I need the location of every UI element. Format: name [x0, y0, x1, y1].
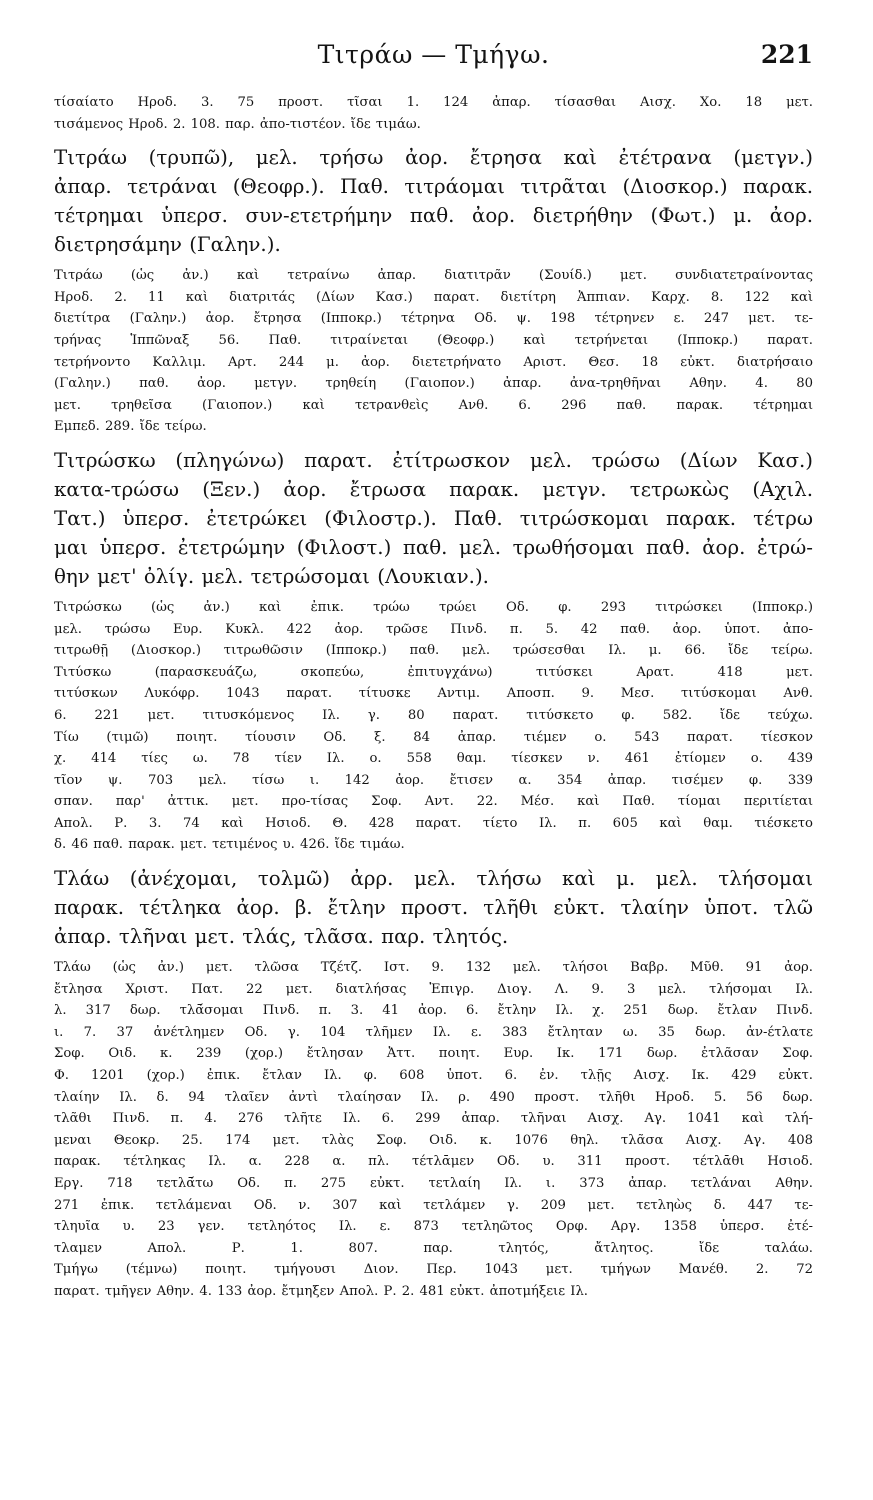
- citation-block: [54, 957, 813, 1303]
- text-line: θην μετ' ὀλίγ. μελ. τετρώσομαι (Λουκιαν.).: [54, 564, 489, 588]
- lemma-entry: [54, 143, 813, 259]
- text-line: Τιτρώσκω (ὡς ἀν.) καὶ ἐπικ. τρώω τρώει Οδ. φ. 293 τιτρώσκει (Ιπποκρ.): [54, 599, 813, 615]
- citation-block: [54, 265, 813, 438]
- text-line: τέτρημαι ὑπερσ. συν-ετετρήμην παθ. ἀορ. διετρήθην (Φωτ.) μ. ἀορ.: [54, 204, 813, 228]
- text-line: Τιτράω (ὡς ἀν.) καὶ τετραίνω ἀπαρ. διατιτρᾶν (Σουίδ.) μετ. συνδιατετραίνοντας: [54, 268, 813, 284]
- text-line: τλᾶθι Πινδ. π. 4. 276 τλῆτε Ιλ. 6. 299 ἀπαρ. τλῆναι Αισχ. Αγ. 1041 καὶ τλή-: [54, 1111, 813, 1127]
- text-line: Εμπεδ. 289. ἴδε τείρω.: [54, 419, 207, 435]
- text-line: μαι ὑπερσ. ἐτετρώμην (Φιλοστ.) παθ. μελ. τρωθήσομαι παθ. ἀορ. ἐτρώ-: [54, 535, 813, 559]
- text-line: παρατ. τμῆγεν Αθην. 4. 133 ἀορ. ἔτμηξεν Απολ. Ρ. 2. 481 εὐκτ. ἀποτμήξειε Ιλ.: [54, 1283, 588, 1299]
- text-line: τισάμενος Ηροδ. 2. 108. παρ. ἀπο-τιστέον. ἴδε τιμάω.: [54, 116, 421, 132]
- text-line: 6. 221 μετ. τιτυσκόμενος Ιλ. γ. 80 παρατ. τιτύσκετο φ. 582. ἴδε τεύχω.: [54, 707, 813, 723]
- text-line: Τίω (τιμῶ) ποιητ. τίουσιν Οδ. ξ. 84 ἀπαρ. τιέμεν ο. 543 παρατ. τίεσκον: [54, 729, 813, 745]
- text-line: ἀπαρ. τετράναι (Θεοφρ.). Παθ. τιτράομαι τιτρᾶται (Διοσκορ.) παρακ.: [54, 175, 813, 199]
- lemma-entry: [54, 864, 813, 951]
- text-line: Τιτρώσκω (πληγώνω) παρατ. ἐτίτρωσκον μελ. τρώσω (Δίων Κασ.): [54, 448, 813, 472]
- text-line: μεναι Θεοκρ. 25. 174 μετ. τλὰς Σοφ. Οιδ. κ. 1076 θηλ. τλᾶσα Αισχ. Αγ. 408: [54, 1132, 813, 1148]
- text-line: ι. 7. 37 ἀνέτλημεν Οδ. γ. 104 τλῆμεν Ιλ. ε. 383 ἔτληταν ω. 35 δωρ. ἀν-έτλατε: [54, 1024, 813, 1040]
- text-line: μελ. τρώσω Ευρ. Κυκλ. 422 ἀορ. τρῶσε Πινδ. π. 5. 42 παθ. ἀορ. ὑποτ. ἀπο-: [54, 621, 813, 637]
- text-line: ἀπαρ. τλῆναι μετ. τλάς, τλᾶσα. παρ. τλητός.: [54, 925, 509, 949]
- text-line: τετρήνοντο Καλλιμ. Αρτ. 244 μ. ἀορ. διετετρήνατο Αριστ. Θεσ. 18 εὐκτ. διατρήσαιο: [54, 354, 813, 370]
- text-line: μετ. τρηθεῖσα (Γαιοπον.) καὶ τετρανθεὶς Ανθ. 6. 296 παθ. παρακ. τέτρημαι: [54, 397, 813, 413]
- page-number: 221: [760, 40, 813, 69]
- text-line: παρακ. τέτληκα ἀορ. β. ἔτλην προστ. τλῆθι εὐκτ. τλαίην ὑποτ. τλῶ: [54, 896, 813, 920]
- dictionary-body: [54, 92, 813, 1303]
- text-line: Σοφ. Οιδ. κ. 239 (χορ.) ἔτλησαν Ἀττ. ποιητ. Ευρ. Ικ. 171 δωρ. ἐτλᾶσαν Σοφ.: [54, 1046, 813, 1062]
- text-line: Εργ. 718 τετλᾱ́τω Οδ. π. 275 εὐκτ. τετλαίη Ιλ. ι. 373 ἀπαρ. τετλάναι Αθην.: [54, 1176, 813, 1191]
- page-header: [54, 38, 813, 82]
- text-line: Τατ.) ὑπερσ. ἐτετρώκει (Φιλοστρ.). Παθ. τιτρώσκομαι παρακ. τέτρω: [54, 506, 813, 530]
- text-line: χ. 414 τίες ω. 78 τίεν Ιλ. ο. 558 θαμ. τίεσκεν ν. 461 ἐτίομεν ο. 439: [54, 751, 813, 767]
- text-line: Απολ. Ρ. 3. 74 καὶ Ησιοδ. Θ. 428 παρατ. τίετο Ιλ. π. 605 καὶ θαμ. τιέσκετο: [54, 815, 813, 831]
- text-line: τίσαίατο Ηροδ. 3. 75 προστ. τῖσαι 1. 124 ἀπαρ. τίσασθαι Αισχ. Χο. 18 μετ.: [54, 95, 813, 110]
- text-line: λ. 317 δωρ. τλᾱ́σομαι Πινδ. π. 3. 41 ἀορ. 6. ἔτλην Ιλ. χ. 251 δωρ. ἔτλαν Πινδ.: [54, 1003, 813, 1019]
- text-line: Τιτράω (τρυπῶ), μελ. τρήσω ἀορ. ἔτρησα καὶ ἐτέτρανα (μετγν.): [54, 146, 813, 170]
- lemma-entry: [54, 446, 813, 591]
- running-head-title: Τιτράω — Τμήγω.: [317, 40, 550, 69]
- text-line: διετίτρα (Γαλην.) ἀορ. ἔτρησα (Ιπποκρ.) τέτρηνα Οδ. ψ. 198 τέτρηνεν ε. 247 μετ. τε-: [54, 311, 813, 327]
- text-line: τρήνας Ἱππῶναξ 56. Παθ. τιτραίνεται (Θεοφρ.) καὶ τετρήνεται (Ιπποκρ.) παρατ.: [54, 332, 813, 348]
- citation-block: [54, 597, 813, 856]
- text-line: σπαν. παρ' ἀττικ. μετ. προ-τίσας Σοφ. Αντ. 22. Μέσ. καὶ Παθ. τίομαι περιτίεται: [54, 794, 813, 810]
- text-line: Τιτύσκω (παρασκευάζω, σκοπεύω, ἐπιτυγχάνω) τιτύσκει Αρατ. 418 μετ.: [54, 664, 813, 680]
- text-line: παρακ. τέτληκας Ιλ. α. 228 α. πλ. τέτλᾱμεν Οδ. υ. 311 προστ. τέτλᾱθι Ησιοδ.: [54, 1154, 813, 1170]
- text-line: κατα-τρώσω (Ξεν.) ἀορ. ἔτρωσα παρακ. μετγν. τετρωκὼς (Αχιλ.: [54, 477, 813, 501]
- text-line: Ηροδ. 2. 11 καὶ διατριτάς (Δίων Κασ.) παρατ. διετίτρη Ἀππιαν. Καρχ. 8. 122 καὶ: [54, 289, 813, 305]
- text-line: τιτρωθῇ (Διοσκορ.) τιτρωθῶσιν (Ιπποκρ.) παθ. μελ. τρώσεσθαι Ιλ. μ. 66. ἴδε τείρω.: [54, 643, 813, 659]
- text-line: Τλάω (ὡς ἀν.) μετ. τλῶσα Τζέτζ. Ιστ. 9. 132 μελ. τλήσοι Βαβρ. Μῦθ. 91 ἀορ.: [54, 960, 813, 976]
- text-line: ἔτλησα Χριστ. Πατ. 22 μετ. διατλήσας Ἐπιγρ. Διογ. Λ. 9. 3 μελ. τλήσομαι Ιλ.: [54, 981, 813, 997]
- text-line: τλαμεν Απολ. Ρ. 1. 807. παρ. τλητός, ἄτλητος. ἴδε ταλάω.: [54, 1240, 813, 1256]
- text-line: δ. 46 παθ. παρακ. μετ. τετιμένος υ. 426. ἴδε τιμάω.: [54, 837, 405, 853]
- text-line: τῖον ψ. 703 μελ. τίσω ι. 142 ἀορ. ἔτισεν α. 354 ἀπαρ. τισέμεν φ. 339: [54, 772, 813, 788]
- text-line: Φ. 1201 (χορ.) ἐπικ. ἔτλαν Ιλ. φ. 608 ὑποτ. 6. ἐν. τλῇς Αισχ. Ικ. 429 εὐκτ.: [54, 1068, 813, 1084]
- text-line: τληυῖα υ. 23 γεν. τετληότος Ιλ. ε. 873 τετληῶτος Ορφ. Αργ. 1358 ὑπερσ. ἐτέ-: [54, 1219, 813, 1235]
- text-line: Τλάω (ἀνέχομαι, τολμῶ) ἀρρ. μελ. τλήσω καὶ μ. μελ. τλήσομαι: [54, 867, 813, 891]
- text-line: διετρησάμην (Γαλην.).: [54, 233, 281, 257]
- citation-block: [54, 92, 813, 135]
- text-line: τιτύσκων Λυκόφρ. 1043 παρατ. τίτυσκε Αντιμ. Αποσπ. 9. Μεσ. τιτύσκομαι Ανθ.: [54, 686, 813, 702]
- text-line: τλαίην Ιλ. δ. 94 τλαῖεν ἀντὶ τλαίησαν Ιλ. ρ. 490 προστ. τλῆθι Ηροδ. 5. 56 δωρ.: [54, 1089, 813, 1105]
- text-line: (Γαλην.) παθ. ἀορ. μετγν. τρηθείη (Γαιοπον.) ἀπαρ. ἀνα-τρηθῆναι Αθην. 4. 80: [54, 376, 813, 392]
- text-line: 271 ἐπικ. τετλάμεναι Οδ. ν. 307 καὶ τετλάμεν γ. 209 μετ. τετληὼς δ. 447 τε-: [54, 1197, 813, 1213]
- text-line: Τμήγω (τέμνω) ποιητ. τμήγουσι Διον. Περ. 1043 μετ. τμήγων Μανέθ. 2. 72: [54, 1262, 813, 1278]
